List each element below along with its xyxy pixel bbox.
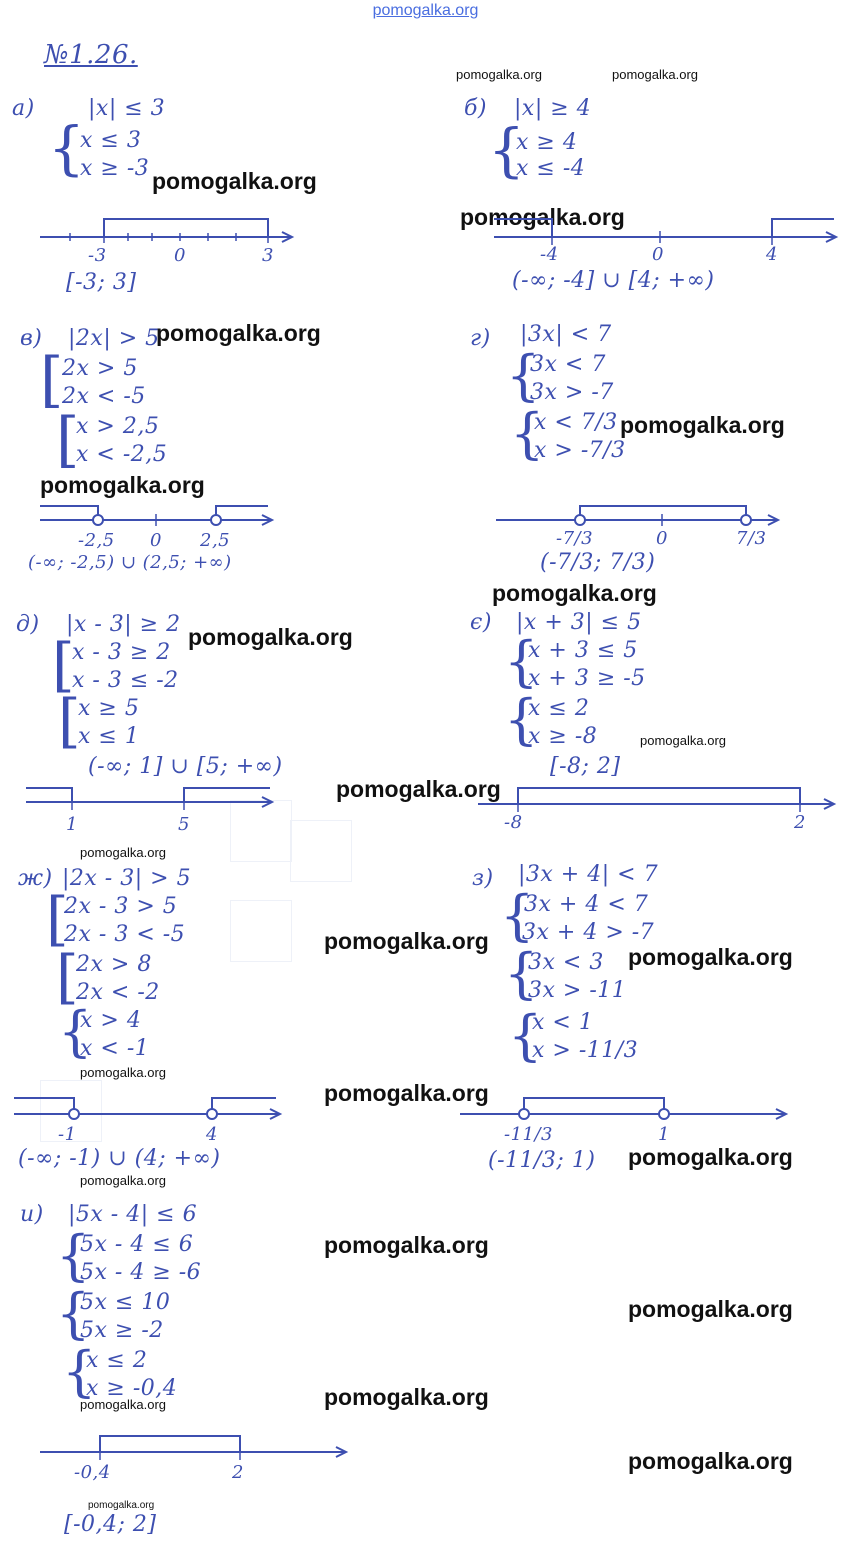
watermark: pomogalka.org: [628, 1448, 793, 1474]
watermark: pomogalka.org: [80, 1173, 166, 1188]
set-bracket: [: [56, 943, 79, 1011]
part-i-sys2-1: 5x ≤ 10: [80, 1290, 171, 1315]
part-a-sys-2: x ≥ -3: [80, 156, 150, 181]
part-b-answer: (-∞; -4] ∪ [4; +∞): [512, 268, 715, 293]
tick-label: 5: [178, 814, 190, 835]
part-zh-set3-1: x > 4: [80, 1008, 142, 1033]
system-brace: {: [504, 630, 539, 693]
grid-cell: [290, 820, 352, 882]
tick-label: -2,5: [78, 530, 115, 551]
system-brace: {: [62, 1340, 97, 1403]
part-a-label: а): [12, 96, 35, 121]
watermark: pomogalka.org: [80, 845, 166, 860]
part-g-label: г): [470, 326, 491, 351]
part-i-equation: |5x - 4| ≤ 6: [68, 1202, 198, 1227]
part-z-answer: (-11/3; 1): [488, 1148, 596, 1173]
tick-label: -4: [540, 244, 559, 265]
part-v-set1-2: 2x < -5: [62, 384, 146, 409]
part-zh-answer: (-∞; -1) ∪ (4; +∞): [18, 1146, 221, 1171]
system-brace: {: [510, 402, 545, 465]
watermark: pomogalka.org: [336, 776, 501, 802]
tick-label: -7/3: [556, 528, 594, 549]
part-b-sys-2: x ≤ -4: [516, 156, 586, 181]
tick-label: 2,5: [200, 530, 231, 551]
part-v-answer: (-∞; -2,5) ∪ (2,5; +∞): [28, 552, 232, 573]
tick-label: 4: [766, 244, 778, 265]
tick-label: 0: [174, 245, 186, 266]
part-zh-set2-1: 2x > 8: [76, 952, 152, 977]
part-d-answer: (-∞; 1] ∪ [5; +∞): [88, 754, 283, 779]
number-line-d: [26, 784, 286, 814]
part-z-sys1-2: 3x + 4 > -7: [522, 920, 655, 945]
part-i-sys1-1: 5x - 4 ≤ 6: [80, 1232, 194, 1257]
watermark: pomogalka.org: [324, 1232, 489, 1258]
tick-label: 0: [656, 528, 668, 549]
part-e-sys2-2: x ≥ -8: [528, 724, 598, 749]
number-line-i: [40, 1432, 354, 1462]
set-bracket: [: [40, 345, 64, 415]
part-d-equation: |x - 3| ≥ 2: [66, 612, 181, 637]
part-b-equation: |x| ≥ 4: [514, 96, 592, 121]
tick-label: 3: [262, 245, 274, 266]
tick-label: -8: [504, 812, 523, 833]
part-d-set2-2: x ≤ 1: [78, 724, 140, 749]
part-b-sys-1: x ≥ 4: [516, 130, 578, 155]
part-i-answer: [-0,4; 2]: [64, 1512, 157, 1537]
part-d-set1-2: x - 3 ≤ -2: [72, 668, 179, 693]
part-i-sys3-2: x ≥ -0,4: [86, 1376, 178, 1401]
part-z-label: з): [472, 866, 494, 891]
watermark: pomogalka.org: [188, 624, 353, 650]
watermark-top[interactable]: pomogalka.org: [372, 2, 479, 19]
part-g-answer: (-7/3; 7/3): [540, 550, 656, 575]
part-i-sys1-2: 5x - 4 ≥ -6: [80, 1260, 202, 1285]
watermark: pomogalka.org: [460, 204, 625, 230]
tick-label: -0,4: [74, 1462, 111, 1483]
system-brace: {: [508, 1004, 543, 1067]
problem-number: №1.26.: [44, 40, 138, 70]
number-line-zh: [14, 1094, 288, 1124]
part-z-sys2-1: 3x < 3: [528, 950, 604, 975]
part-z-sys1-1: 3x + 4 < 7: [524, 892, 649, 917]
tick-label: 0: [652, 244, 664, 265]
part-a-sys-1: x ≤ 3: [80, 128, 142, 153]
tick-label: -3: [88, 245, 107, 266]
part-b-label: б): [464, 96, 488, 121]
number-line-a: [40, 215, 300, 245]
tick-label: -1: [58, 1124, 77, 1145]
system-brace: {: [56, 1224, 91, 1287]
part-e-sys1-1: x + 3 ≤ 5: [528, 638, 638, 663]
tick-label: 2: [794, 812, 806, 833]
set-bracket: [: [52, 631, 75, 699]
number-line-v: [40, 502, 280, 532]
system-brace: {: [58, 1000, 93, 1063]
part-d-set2-1: x ≥ 5: [78, 696, 140, 721]
watermark: pomogalka.org: [620, 412, 785, 438]
part-i-sys2-2: 5x ≥ -2: [80, 1318, 164, 1343]
tick-label: 7/3: [736, 528, 767, 549]
part-z-sys3-1: x < 1: [532, 1010, 594, 1035]
watermark: pomogalka.org: [80, 1397, 166, 1412]
watermark: pomogalka.org: [612, 67, 698, 82]
watermark: pomogalka.org: [40, 472, 205, 498]
part-v-set1-1: 2x > 5: [62, 356, 138, 381]
part-e-equation: |x + 3| ≤ 5: [516, 610, 642, 635]
watermark: pomogalka.org: [156, 320, 321, 346]
part-g-sys1-1: 3x < 7: [530, 352, 606, 377]
part-zh-label: ж): [18, 866, 53, 891]
watermark: pomogalka.org: [456, 67, 542, 82]
part-v-equation: |2x| > 5: [68, 326, 160, 351]
number-line-e: [478, 784, 842, 814]
part-d-label: д): [16, 612, 40, 637]
part-e-answer: [-8; 2]: [550, 754, 621, 779]
part-g-sys2-2: x > -7/3: [534, 438, 626, 463]
part-v-set2-1: x > 2,5: [76, 414, 160, 439]
grid-cell: [230, 900, 292, 962]
number-line-z: [460, 1094, 794, 1124]
watermark: pomogalka.org: [88, 1500, 155, 1511]
system-brace: {: [504, 688, 539, 751]
part-v-label: в): [20, 326, 43, 351]
system-brace: {: [48, 114, 85, 182]
watermark: pomogalka.org: [152, 168, 317, 194]
part-d-set1-1: x - 3 ≥ 2: [72, 640, 171, 665]
part-e-label: є): [470, 610, 492, 635]
part-g-equation: |3x| < 7: [520, 322, 612, 347]
watermark: pomogalka.org: [640, 733, 726, 748]
part-zh-set1-2: 2x - 3 < -5: [64, 922, 186, 947]
part-a-equation: |x| ≤ 3: [88, 96, 166, 121]
part-e-sys1-2: x + 3 ≥ -5: [528, 666, 646, 691]
watermark: pomogalka.org: [80, 1065, 166, 1080]
system-brace: {: [488, 116, 525, 184]
tick-label: -11/3: [504, 1124, 554, 1145]
watermark: pomogalka.org: [492, 580, 657, 606]
watermark: pomogalka.org: [628, 1144, 793, 1170]
watermark: pomogalka.org: [324, 1080, 489, 1106]
set-bracket: [: [58, 687, 81, 755]
tick-label: 4: [206, 1124, 218, 1145]
part-zh-set2-2: 2x < -2: [76, 980, 160, 1005]
part-e-sys2-1: x ≤ 2: [528, 696, 590, 721]
part-z-equation: |3x + 4| < 7: [518, 862, 659, 887]
part-i-label: и): [20, 1202, 44, 1227]
part-z-sys2-2: 3x > -11: [528, 978, 627, 1003]
system-brace: {: [506, 344, 541, 407]
watermark: pomogalka.org: [324, 928, 489, 954]
part-i-sys3-1: x ≤ 2: [86, 1348, 148, 1373]
part-g-sys1-2: 3x > -7: [530, 380, 614, 405]
part-zh-equation: |2x - 3| > 5: [62, 866, 192, 891]
system-brace: {: [500, 884, 535, 947]
watermark: pomogalka.org: [324, 1384, 489, 1410]
system-brace: {: [56, 1282, 91, 1345]
watermark: pomogalka.org: [628, 1296, 793, 1322]
set-bracket: [: [46, 885, 69, 953]
tick-label: 0: [150, 530, 162, 551]
set-bracket: [: [56, 405, 80, 475]
part-v-set2-2: x < -2,5: [76, 442, 168, 467]
part-zh-set1-1: 2x - 3 > 5: [64, 894, 178, 919]
part-z-sys3-2: x > -11/3: [532, 1038, 639, 1063]
tick-label: 1: [66, 814, 78, 835]
system-brace: {: [504, 942, 539, 1005]
part-a-answer: [-3; 3]: [66, 270, 137, 295]
part-g-sys2-1: x < 7/3: [534, 410, 618, 435]
watermark: pomogalka.org: [628, 944, 793, 970]
tick-label: 2: [232, 1462, 244, 1483]
tick-label: 1: [658, 1124, 670, 1145]
part-zh-set3-2: x < -1: [80, 1036, 150, 1061]
